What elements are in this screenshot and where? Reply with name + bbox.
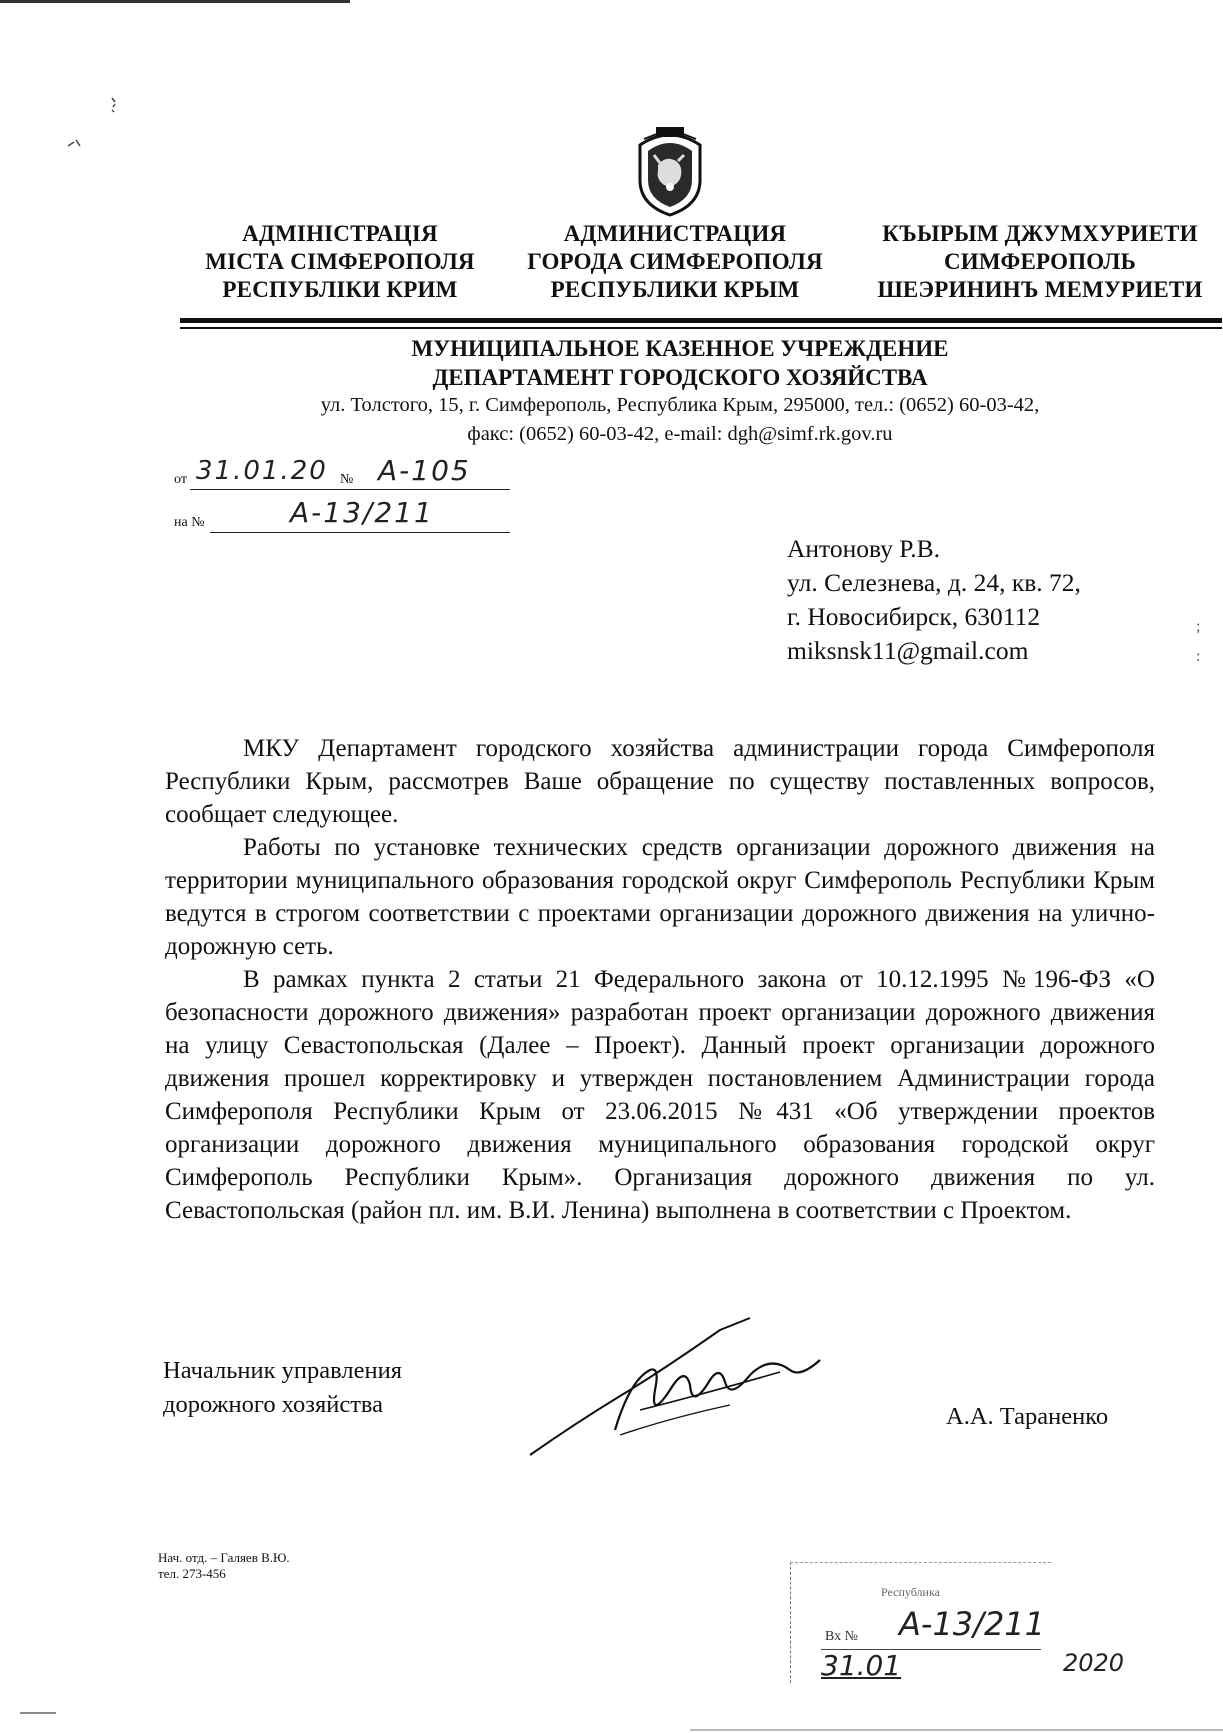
ref-number: А-105 <box>378 454 471 487</box>
scan-marks <box>60 90 140 160</box>
ref-reply-number: А-13/211 <box>290 496 434 529</box>
addressee-name: Антонову Р.В. <box>787 534 941 563</box>
incoming-stamp <box>790 1562 1125 1683</box>
scan-bottom-edge <box>690 1729 1223 1731</box>
body-paragraph: МКУ Департамент городского хозяйства администрации города Симферополя Республики Крым, рассмотрев Ваше обращение по существу поставленных вопросов, сообщает следующее. <box>165 735 1155 828</box>
header-left-line1: АДМІНІСТРАЦІЯ <box>242 221 438 246</box>
organization-address-line2: факс: (0652) 60-03-42, e-mail: dgh@simf.rk.gov.ru <box>467 423 893 445</box>
margin-mark: : <box>1196 648 1201 665</box>
header-ukrainian <box>180 220 500 304</box>
header-crimean-tatar <box>860 220 1220 304</box>
addressee-city: г. Новосибирск, 630112 <box>787 602 1041 631</box>
scan-bottom-mark <box>20 1712 56 1714</box>
executor-phone: тел. 273-456 <box>158 1566 226 1581</box>
header-right-line3: ШЕЭРИНИНЪ МЕМУРИЕТИ <box>877 277 1203 302</box>
margin-mark: ; <box>1196 618 1201 635</box>
signatory-title-line2: дорожного хозяйства <box>163 1391 384 1418</box>
signatory-name: А.А. Тараненко <box>946 1403 1109 1430</box>
organization-address <box>180 391 1180 449</box>
ref-number-label: № <box>340 472 354 487</box>
addressee-street: ул. Селезнева, д. 24, кв. 72, <box>787 568 1081 597</box>
ref-from-date: 31.01.20 <box>196 456 328 486</box>
header-center-line3: РЕСПУБЛИКИ КРЫМ <box>550 277 800 302</box>
crimea-emblem-icon <box>630 125 710 217</box>
handwritten-signature-icon <box>520 1310 860 1460</box>
organization-address-line1: ул. Толстого, 15, г. Симферополь, Республика Крым, 295000, тел.: (0652) 60-03-42, <box>320 394 1040 416</box>
header-center-line1: АДМИНИСТРАЦИЯ <box>563 221 787 246</box>
signatory-title <box>163 1354 402 1422</box>
executor-info <box>158 1550 290 1582</box>
scan-top-edge <box>0 0 350 3</box>
header-divider-thick <box>180 318 1222 323</box>
header-right-line2: СИМФЕРОПОЛЬ <box>944 249 1136 274</box>
executor-name: Нач. отд. – Галяев В.Ю. <box>158 1550 290 1565</box>
stamp-number-label: Вх № <box>825 1629 859 1644</box>
organization-title-line1: МУНИЦИПАЛЬНОЕ КАЗЕННОЕ УЧРЕЖДЕНИЕ <box>411 336 949 361</box>
ref-from-label: от <box>174 472 187 487</box>
header-left-line3: РЕСПУБЛІКИ КРИМ <box>222 277 458 302</box>
header-russian <box>510 220 840 304</box>
stamp-date: 31.01 <box>821 1649 902 1682</box>
addressee-email: miksnsk11@gmail.com <box>787 636 1029 665</box>
header-center-line2: ГОРОДА СИМФЕРОПОЛЯ <box>527 249 823 274</box>
organization-title <box>180 334 1180 392</box>
stamp-org: Республика <box>881 1585 940 1599</box>
signatory-title-line1: Начальник управления <box>163 1357 402 1384</box>
stamp-year: 2020 <box>1063 1649 1125 1677</box>
addressee-block <box>787 532 1081 668</box>
body-paragraph: В рамках пункта 2 статьи 21 Федерального закона от 10.12.1995 №196-ФЗ «О безопасности дорожного движения» разработан проект организации дорожного движения на улицу Севастопольская (Далее – Проект). Данный проект организации дорожного движения прошел корректировку и утвержден постановлением Администрации города Симферополя Республики Крым от 23.06.2015 №431 «Об утверждении проектов организации дорожного движения муниципального образования городской округ Симферополь Республики Крым». Организация дорожного движения по ул. Севастопольская (район пл. им. В.И. Ленина) выполнена в соответствии с Проектом. <box>165 966 1155 1224</box>
ref-underline-1 <box>190 489 510 490</box>
organization-title-line2: ДЕПАРТАМЕНТ ГОРОДСКОГО ХОЗЯЙСТВА <box>432 365 928 390</box>
letter-body <box>165 732 1155 1227</box>
header-right-line1: КЪЫРЫМ ДЖУМХУРИЕТИ <box>882 221 1198 246</box>
body-paragraph: Работы по установке технических средств организации дорожного движения на территории муниципального образования городской округ Симферополь Республики Крым ведутся в строгом соответствии с проектами организации дорожного движения на улично-дорожную сеть. <box>165 834 1155 960</box>
ref-reply-label: на № <box>174 515 205 530</box>
header-left-line2: МІСТА СІМФЕРОПОЛЯ <box>205 249 475 274</box>
stamp-number: А-13/211 <box>899 1605 1046 1643</box>
header-divider-thin <box>180 327 1222 329</box>
ref-underline-2 <box>210 532 510 533</box>
